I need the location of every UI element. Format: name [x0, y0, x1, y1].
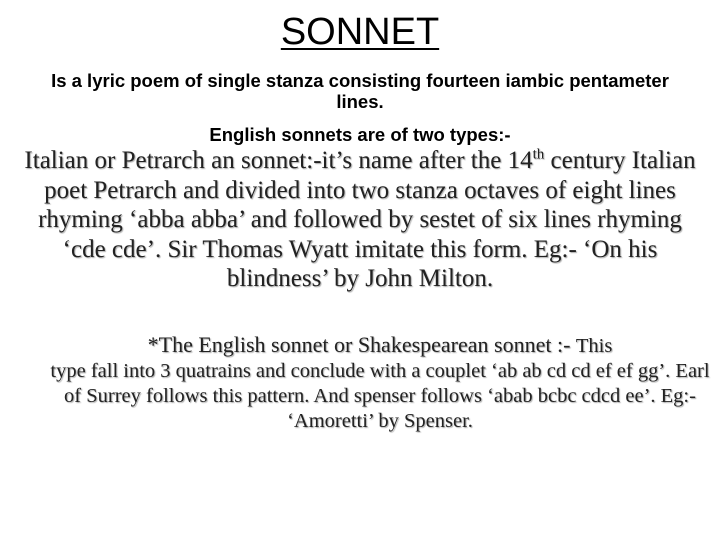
italian-sonnet-paragraph	[20, 146, 700, 294]
page-title: SONNET	[280, 11, 440, 53]
types-intro: English sonnets are of two types:-	[209, 124, 511, 145]
italian-sonnet-text-start: Italian or Petrarch an sonnet:-it’s name after the 14	[24, 147, 533, 174]
italian-sonnet-text-rest: century Italian poet Petrarch and divided into two stanza octaves of eight lines rhyming ‘abba abba’ and followed by sestet of six lines rhyming ‘cde cde’. Sir Thomas Wyatt imitate this form. Eg:- ‘On his blindness’ by John Milton.	[38, 147, 696, 292]
english-sonnet-first-line	[50, 332, 710, 359]
sonnet-definition: Is a lyric poem of single stanza consisting fourteen iambic pentameter lines.	[51, 70, 669, 112]
english-sonnet-body: type fall into 3 quatrains and conclude with a couplet ‘ab ab cd cd ef ef gg’. Earl of Surrey follows this pattern. And spenser follows ‘abab bcbc cdcd ee’. Eg:- ‘Amoretti’ by Spenser.	[50, 360, 710, 432]
italian-sonnet-ordinal-suffix: th	[532, 146, 545, 163]
english-sonnet-lead-tail: This	[575, 335, 613, 357]
english-sonnet-paragraph	[50, 332, 710, 434]
english-sonnet-lead: *The English sonnet or Shakespearean sonnet :-	[147, 332, 576, 357]
